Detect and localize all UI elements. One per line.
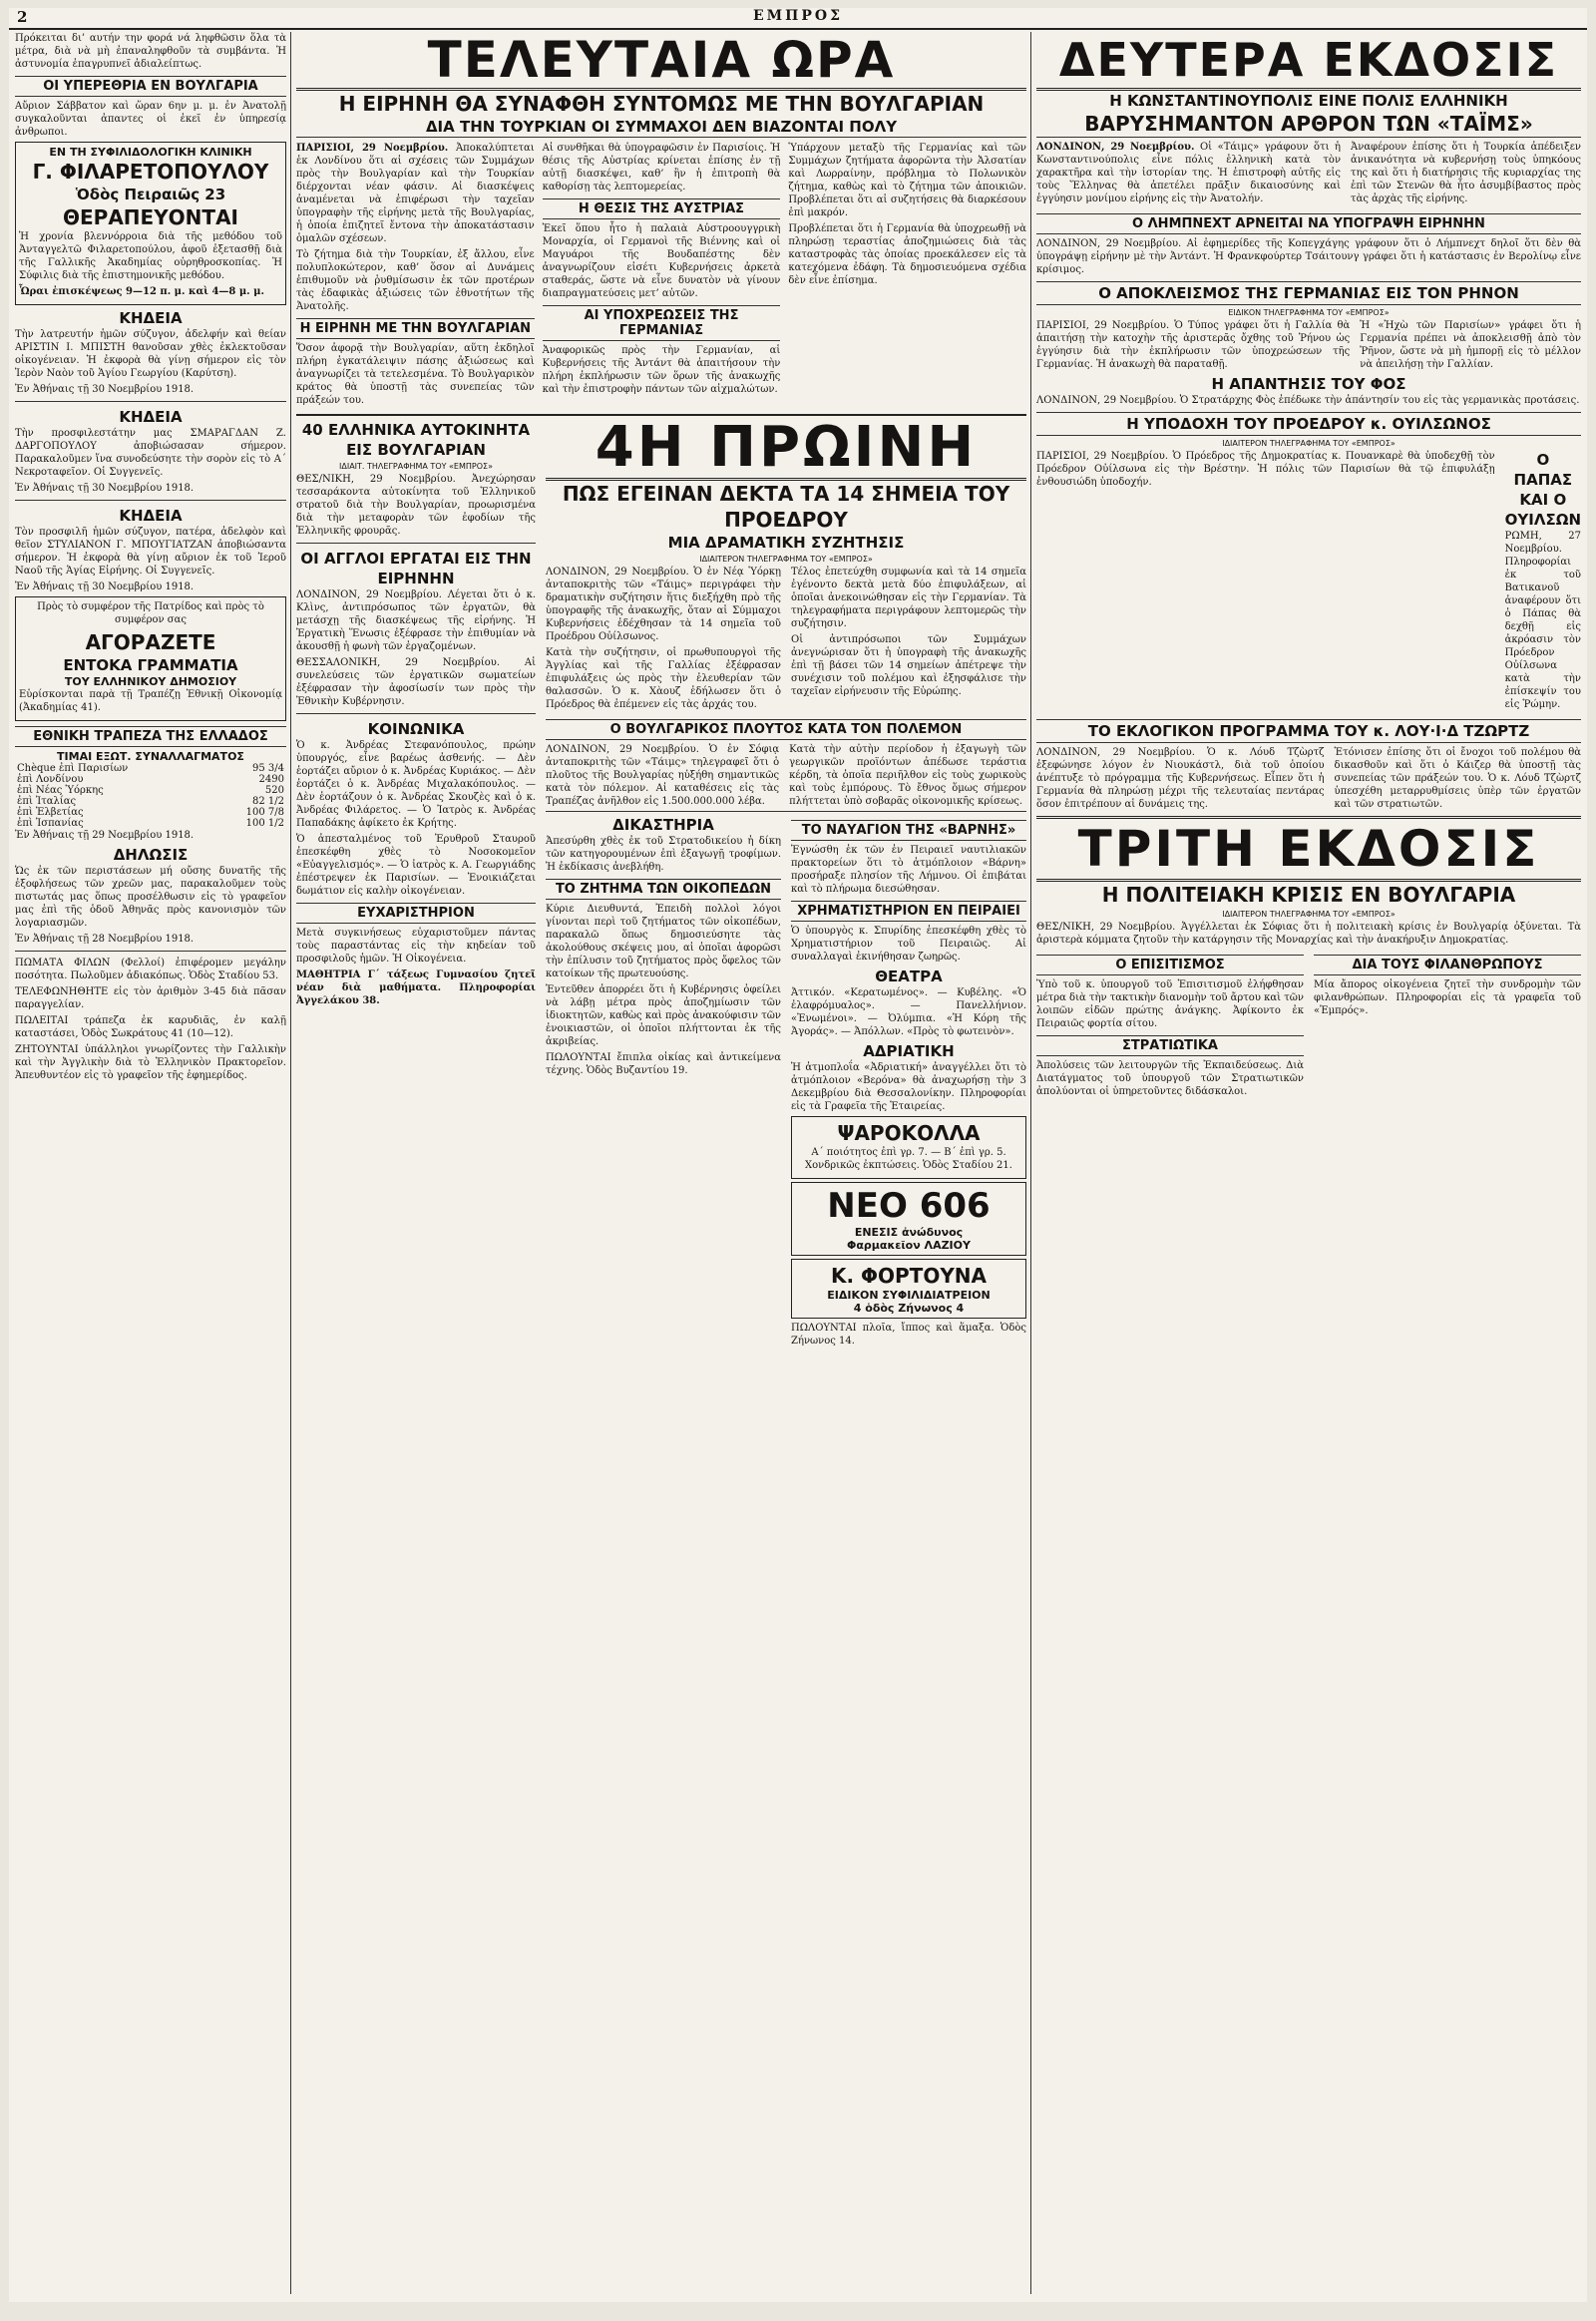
column-rule [1030, 32, 1031, 2294]
bonds-heading-2: ΕΝΤΟΚΑ ΓΡΑΜΜΑΤΙΑ [63, 656, 238, 674]
article-text: Ἀναφέρουν ἐπίσης ὅτι ἡ Τουρκία ἀπέδειξεν ἀνικανότητα νὰ κυβερνήσῃ τοὺς ὑπηκόους της καὶ ὅτι ἡ διατήρησις τῆς κυριαρχίας της ἐπὶ τῶν Στενῶν θὰ ἦτο ἀσυμβίβαστος πρὸς τὰς ἀρχὰς τῆς εἰρήνης. [1351, 142, 1581, 204]
advert-heading: ΨΑΡΟΚΟΛΛΑ [837, 1121, 981, 1145]
section-heading: ΑΙ ΥΠΟΧΡΕΩΣΕΙΣ ΤΗΣ ΓΕΡΜΑΝΙΑΣ [543, 305, 781, 341]
newspaper-page [9, 8, 1587, 2302]
advert [791, 1116, 1026, 1179]
classified-ad: ΠΩΛΕΙΤΑΙ τράπεζα ἐκ καρυδιᾶς, ἐν καλῇ καταστάσει, Ὁδὸς Σωκράτους 41 (10—12). [15, 1015, 286, 1039]
byline: ΙΔΙΑΙΤΕΡΟΝ ΤΗΛΕΓΡΑΦΗΜΑ ΤΟΥ «ΕΜΠΡΟΣ» [1222, 910, 1396, 919]
article-text: ΛΟΝΔΙΝΟΝ, 29 Νοεμβρίου. Λέγεται ὅτι ὁ κ. Κλὶνς, ἀντιπρόσωπος τῶν ἐργατῶν, θὰ μετάσχῃ τῆς διασκέψεως τῆς εἰρήνης. Ἡ Ἐργατικὴ Ἕνωσις ἐξέφρασε τὴν ἐπιθυμίαν νὰ ἀκουσθῇ ἡ φωνὴ τῶν ἐργαζομένων. [296, 589, 536, 652]
section-heading: ΘΕΑΤΡΑ [875, 967, 943, 985]
notice-heading: ΚΗΔΕΙΑ [119, 507, 183, 525]
notice-text: Τὴν λατρευτήν ἡμῶν σύζυγον, ἀδελφήν καὶ θείαν ΑΡΙΣΤΙΝ Ι. ΜΠΙΣΤΗ θανοῦσαν χθὲς ἐκλεκτοῦσαν οἰκογένειαν. Ἡ ἐκφορὰ θὰ γίνῃ σήμερον εἰς τὸν Ἱερὸν Ναὸν τοῦ Ἁγίου Γεωργίου (Καρύτση). [15, 329, 286, 379]
byline: ΙΔΙΑΙΤΕΡΟΝ ΤΗΛΕΓΡΑΦΗΜΑ ΤΟΥ «ΕΜΠΡΟΣ» [699, 555, 873, 564]
classified-ad: ΤΕΛΕΦΩΝΗΘΗΤΕ εἰς τὸν ἀριθμὸν 3-45 διὰ πᾶσαν παραγγελίαν. [15, 986, 286, 1010]
left-column [15, 32, 286, 2294]
article-text: Ἐγνώσθη ἐκ τῶν ἐν Πειραιεῖ ναυτιλιακῶν πρακτορείων ὅτι τὸ ἀτμόπλοιον «Βάρνη» προσήραξε πλησίον τῆς Λήμνου. Οἱ ἐπιβάται καὶ τὸ πλήρωμα διεσώθησαν. [791, 845, 1026, 895]
advert-subheading: ΕΝΕΣΙΣ ἀνώδυνος [854, 1226, 964, 1239]
article-text: Ἡ «Ἠχὼ τῶν Παρισίων» γράφει ὅτι ἡ Γερμανία πρέπει νὰ ἀποκλεισθῇ ἀπὸ τὸν Ῥῆνον, ὥστε νὰ μὴ ἠμπορῇ εἰς τὸ μέλλον νὰ ἀπειλήσῃ τὴν Γαλλίαν. [1360, 320, 1581, 370]
advert-text: 4 ὁδὸς Ζήνωνος 4 [853, 1302, 965, 1315]
article-headline: ΠΩΣ ΕΓΕΙΝΑΝ ΔΕΚΤΑ ΤΑ 14 ΣΗΜΕΙΑ ΤΟΥ ΠΡΟΕΔΡΟΥ [562, 482, 1010, 532]
notice-date: Ἐν Ἀθήναις τῇ 28 Νοεμβρίου 1918. [15, 934, 195, 945]
classified-ad: ΠΩΜΑΤΑ ΦΙΛΩΝ (Φελλοί) ἐπιφέρομεν μεγάλην ποσότητα. Πωλοῦμεν ἀδιακόπως. Ὁδὸς Σταδίου 53. [15, 958, 286, 981]
bank-subheading: ΤΙΜΑΙ ΕΞΩΤ. ΣΥΝΑΛΛΑΓΜΑΤΟΣ [57, 750, 244, 763]
article-headline: Η ΑΠΑΝΤΗΣΙΣ ΤΟΥ ΦΟΣ [1211, 375, 1406, 393]
notice-text: Τὴν προσφιλεστάτην μας ΣΜΑΡΑΓΔΑΝ Ζ. ΔΑΡΓΟΠΟΥΛΟΥ ἀποβιώσασαν σήμερον. Παρακαλοῦμεν ἵνα συνοδεύσητε τὴν σορὸν εἰς τὸ Α΄ Νεκροταφεῖον. Οἱ Συγγενεῖς. [15, 428, 286, 478]
bonds-heading: ΑΓΟΡΑΖΕΤΕ [85, 630, 216, 654]
article-headline: ΤΟ ΕΚΛΟΓΙΚΟΝ ΠΡΟΓΡΑΜΜΑ ΤΟΥ κ. ΛΟΥ·Ι·Δ ΤΖΩΡΤΖ [1036, 719, 1581, 743]
article-headline: Ο ΑΠΟΚΛΕΙΣΜΟΣ ΤΗΣ ΓΕΡΜΑΝΙΑΣ ΕΙΣ ΤΟΝ ΡΗΝΟΝ [1036, 281, 1581, 305]
center-column [296, 32, 1026, 2294]
advert-text: Α΄ ποιότητος ἐπὶ γρ. 7. — Β΄ ἐπὶ γρ. 5. Χονδρικῶς ἐκπτώσεις. Ὁδὸς Σταδίου 21. [805, 1147, 1012, 1171]
newspaper-title: ΕΜΠΡΟΣ [752, 8, 843, 24]
clinic-hours: Ὧραι ἐπισκέψεως 9—12 π. μ. καὶ 4—8 μ. μ. [19, 286, 264, 297]
article-text: Οἱ ἀντιπρόσωποι τῶν Συμμάχων ἀνεγνώρισαν ὅτι ἡ ὑπογραφὴ τῆς ἀνακωχῆς ἐπὶ τῇ βάσει τῶν 14 σημείων ἀπέτρεψε τὴν συνέχισιν τοῦ πολέμου καὶ ἐξησφάλισε τὴν ταχεῖαν εἰρήνευσιν τῆς Εὐρώπης. [791, 634, 1026, 697]
article-headline: Η ΠΟΛΙΤΕΙΑΚΗ ΚΡΙΣΙΣ ΕΝ ΒΟΥΛΓΑΡΙΑ [1101, 883, 1516, 907]
table-row: ἐπὶ Ἑλβετίας 100 7/8 [17, 807, 284, 818]
clinic-text: Ἡ χρονία βλεννόρροια διὰ τῆς μεθόδου τοῦ Ἀνταγγελτῶ Φιλαρετοπούλου, ἀφοῦ ἐξετασθῇ διὰ τῆς Γαλλικῆς Ἀκαδημίας οὐρηθροσκοπίας. Ἡ Σύφιλις διὰ τῆς ἐπιστημονικῆς μεθόδου. [19, 231, 282, 281]
article-text: Ἀπεσύρθη χθὲς ἐκ τοῦ Στρατοδικείου ἡ δίκη τῶν κατηγορουμένων ἐπὶ ἐξαγωγῇ τροφίμων. Ἡ ἐκδίκασις ἀνεβλήθη. [546, 836, 781, 873]
article-text: ΛΟΝΔΙΝΟΝ, 29 Νοεμβρίου. Ὁ κ. Λόυδ Τζὼρτζ ἐξεφώνησε λόγον ἐν Νιουκάστλ, διὰ τοῦ ὁποίου ἀνέπτυξε τὸ πρόγραμμα τῆς Κυβερνήσεως. Εἶπεν ὅτι ἡ Γερμανία θὰ πληρώσῃ μέχρι τῆς τελευταίας πεντάρας ὅσον ἐπιτρέπουν αἱ δυνάμεις της. [1036, 747, 1325, 810]
article-text: Ἐκεῖ ὅπου ἦτο ἡ παλαιὰ Αὐστροουγγρικὴ Μοναρχία, οἱ Γερμανοὶ τῆς Βιέννης καὶ οἱ Μαγυάροι τῆς Βουδαπέστης δὲν ἀναγνωρίζουν εἰσέτι Κυβερνήσεις ἀρκετὰ σταθεράς, ὥστε νὰ εἶνε δυνατὸν νὰ γίνουν διαπραγματεύσεις μετ’ αὐτῶν. [542, 223, 781, 299]
byline: ΙΔΙΑΙΤΕΡΟΝ ΤΗΛΕΓΡΑΦΗΜΑ ΤΟΥ «ΕΜΠΡΟΣ» [1222, 439, 1396, 448]
table-row: ἐπὶ Ἰσπανίας 100 1/2 [17, 818, 284, 829]
section-heading: ΣΤΡΑΤΙΩΤΙΚΑ [1036, 1035, 1304, 1056]
article-headline: ΤΟ ΖΗΤΗΜΑ ΤΩΝ ΟΙΚΟΠΕΔΩΝ [546, 879, 781, 900]
table-row: ἐπὶ Νέας Ὑόρκης 520 [17, 785, 284, 796]
notice-heading: ΚΗΔΕΙΑ [119, 309, 183, 327]
section-heading: Η ΘΕΣΙΣ ΤΗΣ ΑΥΣΤΡΙΑΣ [543, 198, 781, 219]
article-text: ΠΑΡΙΣΙΟΙ, 29 Νοεμβρίου. Ὁ Πρόεδρος τῆς Δημοκρατίας κ. Πουανκαρὲ θὰ ὑποδεχθῇ τὸν Πρόεδρον Οὐίλσωνα εἰς τὴν Βρέστην. Ἡ πόλις τῶν Παρισίων θὰ τῷ ἐπιφυλάξῃ ἐνθουσιώδη ὑποδοχήν. [1036, 451, 1495, 488]
right-column [1036, 32, 1581, 2294]
article-subheadline: ΜΙΑ ΔΡΑΜΑΤΙΚΗ ΣΥΖΗΤΗΣΙΣ [667, 534, 905, 552]
article-subheadline: ΒΑΡΥΣΗΜΑΝΤΟΝ ΑΡΘΡΟΝ ΤΩΝ «ΤΑΪΜΣ» [1036, 111, 1581, 138]
article-text: ΘΕΣΣΑΛΟΝΙΚΗ, 29 Νοεμβρίου. Αἱ συνελεύσεις τῶν ἐργατικῶν σωματείων ἐξέφρασαν τὴν ἀφοσίωσίν των πρὸς τὴν Ἐθνικὴν Κυβέρνησιν. [296, 657, 536, 707]
article-text: Μετὰ συγκινήσεως εὐχαριστοῦμεν πάντας τοὺς παραστάντας εἰς τὴν κηδείαν τοῦ προσφιλοῦς ἡμῶν. Ἡ Οἰκογένεια. [296, 928, 536, 965]
advert-heading: Κ. ΦΟΡΤΟΥΝΑ [830, 1264, 988, 1288]
article-text: Ἀττικόν. «Κερατωμένος». — Κυβέλης. «Ὁ ἐλαφρόμυαλος». — Πανελλήνιον. «Ἐνωμένοι». — Ὀλύμπια. «Ἡ Κόρη τῆς Ἀγοράς». — Ἀπόλλων. «Πρὸς τὸ φωτεινὸν». [791, 987, 1026, 1037]
article-text: Κύριε Διευθυντά, Ἐπειδὴ πολλοὶ λόγοι γίνονται περὶ τοῦ ζητήματος τῶν οἰκοπέδων, παρακαλῶ ὅπως δημοσιεύσητε τὰς ἀκολούθους σκέψεις μου, αἱ ὁποῖαι ἀφορῶσι τὴν ἐπίλυσιν τοῦ ζητήματος πρὸς ὄφελος τῶν κατοίκων τῆς πρωτευούσης. [546, 904, 781, 979]
article-text: Προβλέπεται ὅτι ἡ Γερμανία θὰ ὑποχρεωθῇ νὰ πληρώσῃ τεραστίας ἀποζημιώσεις διὰ τὰς καταστροφὰς τὰς ὁποίας προεκάλεσεν εἰς τὰ κατεχόμενα ἐδάφη. Τὰ δημοσιευόμενα σχέδια δὲν εἶνε ἐπίσημα. [788, 223, 1026, 286]
article-headline: ΟΙ ΑΓΓΛΟΙ ΕΡΓΑΤΑΙ ΕΙΣ ΤΗΝ ΕΙΡΗΝΗΝ [300, 550, 532, 587]
article-text: ΛΟΝΔΙΝΟΝ, 29 Νοεμβρίου. Ὁ ἐν Σόφιᾳ ἀνταποκριτὴς τῶν «Τάιμς» τηλεγραφεῖ ὅτι ὁ πλοῦτος τῆς Βουλγαρίας ηὐξήθη σημαντικῶς κατὰ τὸν πόλεμον. Αἱ καταθέσεις εἰς τὰς Τραπέζας ἀνῆλθον εἰς 1.500.000.000 λέβα. [546, 744, 780, 807]
page-number: 2 [17, 8, 28, 26]
section-heading: ΕΥΧΑΡΙΣΤΗΡΙΟΝ [296, 903, 536, 924]
article-text: ΡΩΜΗ, 27 Νοεμβρίου. Πληροφορίαι ἐκ τοῦ Βατικανοῦ ἀναφέρουν ὅτι ὁ Πάπας θὰ δεχθῇ εἰς ἀκρόασιν τὸν Πρόεδρον Οὐίλσωνα κατὰ τὴν ἐπίσκεψίν του εἰς Ῥώμην. [1504, 531, 1581, 710]
article-text: Αἱ συνθῆκαι θὰ ὑπογραφῶσιν ἐν Παρισίοις. Ἡ θέσις τῆς Αὐστρίας κρίνεται ἐπίσης ἐν τῇ αὐτῇ διασκέψει, καθ’ ἣν ἡ ἐπιτροπὴ θὰ καθορίσῃ τὰς λεπτομερείας. [542, 143, 781, 193]
article-text: Μία ἄπορος οἰκογένεια ζητεῖ τὴν συνδρομὴν τῶν φιλανθρώπων. Πληροφορίαι εἰς τὰ γραφεῖα τοῦ «Ἐμπρός». [1314, 979, 1581, 1016]
advert [791, 1259, 1026, 1319]
article-text: Ὑπὸ τοῦ κ. ὑπουργοῦ τοῦ Ἐπισιτισμοῦ ἐλήφθησαν μέτρα διὰ τὴν τακτικὴν διανομὴν τοῦ ἄρτου καὶ τῶν λοιπῶν εἰδῶν πρώτης ἀνάγκης. Ἀφίκοντο ἐκ Πειραιῶς φορτία σίτου. [1036, 979, 1304, 1029]
clinic-name: Γ. ΦΙΛΑΡΕΤΟΠΟΥΛΟΥ [32, 160, 269, 184]
clinic-advert [15, 142, 286, 305]
notice-date: Ἐν Ἀθήναις τῇ 30 Νοεμβρίου 1918. [15, 581, 195, 592]
byline: ΕΙΔΙΚΟΝ ΤΗΛΕΓΡΑΦΗΜΑ ΤΟΥ «ΕΜΠΡΟΣ» [1228, 308, 1390, 317]
article-text: Ἡ ἀτμοπλοΐα «Ἀδριατική» ἀναγγέλλει ὅτι τὸ ἀτμόπλοιον «Βερόνα» θὰ ἀναχωρήσῃ τὴν 3 Δεκεμβρίου διὰ Θεσσαλονίκην. Πληροφορίαι εἰς τὰ Γραφεῖα τῆς Ἑταιρείας. [791, 1062, 1026, 1112]
section-heading: ΚΟΙΝΩΝΙΚΑ [367, 720, 465, 738]
article-text: Τὸ ζήτημα διὰ τὴν Τουρκίαν, ἐξ ἄλλου, εἶνε πολυπλοκώτερον, καθ’ ὅσον αἱ Δυνάμεις ἐπιθυμοῦν νὰ ῥυθμίσωσιν ἐκ τῶν προτέρων τὰς ἐδαφικὰς ἀξιώσεις τῶν ἐθνοτήτων τῆς Ἀνατολῆς. [296, 249, 535, 312]
bonds-pretext: Πρὸς τὸ συμφέρον τῆς Πατρίδος καὶ πρὸς τὸ συμφέρον σας [37, 601, 264, 625]
article-text: ΛΟΝΔΙΝΟΝ, 29 Νοεμβρίου. Οἱ «Τάιμς» γράφουν ὅτι ἡ Κωνσταντινούπολις εἶνε πόλις ἑλληνικὴ κατὰ τὸν χαρακτῆρα καὶ τὴν ἱστορίαν της. Ἡ ἐπιστροφὴ αὐτῆς εἰς τοὺς Ἕλληνας θὰ ἀπετέλει πρᾶξιν δικαιοσύνης καὶ ἐγγύησιν μονίμου εἰρήνης εἰς τὴν Ἀνατολήν. [1036, 142, 1342, 204]
article-text: ΛΟΝΔΙΝΟΝ, 29 Νοεμβρίου. Ὁ ἐν Νέᾳ Ὑόρκῃ ἀνταποκριτὴς τῶν «Τάιμς» περιγράφει τὴν δραματικὴν συζήτησιν ἥτις διεξήχθη πρὸ τῆς ὑπογραφῆς τῆς ἀνακωχῆς, ὅταν αἱ Σύμμαχοι Κυβερνήσεις ἐδέχθησαν τὰ 14 σημεῖα τοῦ Προέδρου Οὐίλσωνος. [546, 567, 781, 642]
article-text: Κατὰ τὴν συζήτησιν, οἱ πρωθυπουργοὶ τῆς Ἀγγλίας καὶ τῆς Γαλλίας ἐξέφρασαν ἐπιφυλάξεις ὡς πρὸς τὴν ἐλευθερίαν τῶν θαλασσῶν. Ὁ κ. Χὰουζ ἐδήλωσεν ὅτι ὁ Πρόεδρος θὰ ἐπέμενεν εἰς τὰς ἀρχάς του. [546, 647, 781, 710]
section-heading: ΔΙΚΑΣΤΗΡΙΑ [612, 816, 714, 834]
classified-ad: ΠΩΛΟΥΝΤΑΙ πλοῖα, ἴππος καὶ ἅμαξα. Ὁδὸς Ζήνωνος 14. [791, 1323, 1026, 1347]
bonds-text: Εὑρίσκονται παρὰ τῇ Τραπέζῃ Ἐθνικῇ Οἰκονομίᾳ (Ἀκαδημίας 41). [19, 689, 282, 713]
clinic-heal: ΘΕΡΑΠΕΥΟΝΤΑΙ [63, 205, 238, 229]
section-heading: ΔΙΑ ΤΟΥΣ ΦΙΛΑΝΘΡΩΠΟΥΣ [1314, 955, 1581, 975]
article-text: Ὅσον ἀφορᾷ τὴν Βουλγαρίαν, αὕτη ἐκδηλοῖ πλήρη ἐγκατάλειψιν πάσης ἀξιώσεως καὶ ἀναγνωρίζει τὰ τετελεσμένα. Τὸ Βουλγαρικὸν κράτος θὰ ὑποστῇ τὰς συνεπείας τῶν πράξεών του. [296, 343, 535, 406]
bonds-advert [15, 596, 286, 721]
advert-heading: ΝΕΟ 606 [827, 1186, 991, 1226]
advert [791, 1182, 1026, 1256]
classified-ad: ΜΑΘΗΤΡΙΑ Γ΄ τάξεως Γυμνασίου ζητεῖ νέαν διὰ μαθήματα. Πληροφορίαι Ἀγγελάκου 38. [296, 969, 536, 1006]
article-text: Ἐτόνισεν ἐπίσης ὅτι οἱ ἔνοχοι τοῦ πολέμου θὰ δικασθοῦν καὶ ὅτι ὁ Κάιζερ θὰ ὑποστῇ τὰς συνεπείας τῶν πράξεών του. Ὁ κ. Λόυδ Τζὼρτζ ὑπεσχέθη μεταρρυθμίσεις ὑπὲρ τῶν ἐργατῶν καὶ τῶν στρατιωτῶν. [1334, 747, 1581, 810]
article-headline: Ο ΛΗΜΠΝΕΧΤ ΑΡΝΕΙΤΑΙ ΝΑ ΥΠΟΓΡΑΨΗ ΕΙΡΗΝΗΝ [1036, 213, 1581, 234]
main-subheadline: ΔΙΑ ΤΗΝ ΤΟΥΡΚΙΑΝ ΟΙ ΣΥΜΜΑΧΟΙ ΔΕΝ ΒΙΑΖΟΝΤΑΙ ΠΟΛΥ [296, 117, 1026, 138]
article-text: ΘΕΣ/ΝΙΚΗ, 29 Νοεμβρίου. Ἀγγέλλεται ἐκ Σόφιας ὅτι ἡ πολιτειακὴ κρίσις ἐν Βουλγαρίᾳ ὀξύνεται. Τὰ ἀριστερὰ κόμματα ζητοῦν τὴν κατάργησιν τῆς Μοναρχίας καὶ τὴν ἀνακήρυξιν Δημοκρατίας. [1036, 922, 1581, 946]
exchange-rates-table [15, 763, 286, 829]
article-headline: Η ΥΠΟΔΟΧΗ ΤΟΥ ΠΡΟΕΔΡΟΥ κ. ΟΥΙΛΣΩΝΟΣ [1036, 412, 1581, 436]
article-text: Ἀπολύσεις τῶν λειτουργῶν τῆς Ἐκπαιδεύσεως. Διὰ Διατάγματος τοῦ ὑπουργοῦ τῶν Στρατιωτικῶν ἀπολύονται οἱ ὑπηρετοῦντες διδάσκαλοι. [1036, 1060, 1304, 1097]
article-headline: Ο ΒΟΥΛΓΑΡΙΚΟΣ ΠΛΟΥΤΟΣ ΚΑΤΑ ΤΟΝ ΠΟΛΕΜΟΝ [546, 719, 1026, 740]
article-text: ΛΟΝΔΙΝΟΝ, 29 Νοεμβρίου. Ὁ Στρατάρχης Φὸς ἐπέδωκε τὴν ἀπάντησίν του εἰς τὰς γερμανικὰς προτάσεις. [1036, 395, 1580, 406]
table-row: ἐπὶ Ἰταλίας 82 1/2 [17, 796, 284, 807]
notice-heading: ΚΗΔΕΙΑ [119, 408, 183, 426]
classified-ad: ΖΗΤΟΥΝΤΑΙ ὑπάλληλοι γνωρίζοντες τὴν Γαλλικὴν καὶ τὴν Ἀγγλικὴν διὰ τὸ Ἑλληνικὸν Πρακτορεῖον. Ἀπευθυντέον εἰς τὸ γραφεῖον τῆς ἐφημερίδος. [15, 1044, 286, 1081]
article-text: ΛΟΝΔΙΝΟΝ, 29 Νοεμβρίου. Αἱ ἐφημερίδες τῆς Κοπεγχάγης γράφουν ὅτι ὁ Λήμπνεχτ δηλοῖ ὅτι δὲν θὰ ὑπογράψῃ εἰρήνην μὲ τὴν Ἀντάντ. Ἡ Φρανκφούρτερ Τσάιτουνγ γράφει ὅτι ἡ κατάστασις ἐν Βερολίνῳ εἶνε κρίσιμος. [1036, 238, 1581, 275]
article-text: ΘΕΣ/ΝΙΚΗ, 29 Νοεμβρίου. Ἀνεχώρησαν τεσσαράκοντα αὐτοκίνητα τοῦ Ἑλληνικοῦ στρατοῦ διὰ τὴν Βουλγαρίαν, προωρισμένα διὰ τὴν μεταφορὰν τῶν ἐφοδίων τῆς Ἑλληνικῆς φρουρᾶς. [296, 474, 536, 537]
main-headline: Η ΕΙΡΗΝΗ ΘΑ ΣΥΝΑΦΘΗ ΣΥΝΤΟΜΩΣ ΜΕ ΤΗΝ ΒΟΥΛΓΑΡΙΑΝ [338, 92, 985, 116]
notice-heading: ΔΗΛΩΣΙΣ [113, 846, 189, 864]
article-text: Ἐντεῦθεν ἀπορρέει ὅτι ἡ Κυβέρνησις ὀφείλει νὰ λάβῃ μέτρα πρὸς ἀποζημίωσιν τῶν ἰδιοκτητῶν, καθὼς καὶ πρὸς ἀνακούφισιν τῶν ἐνοικιαστῶν, οἱ ὁποῖοι πλήττονται ἐκ τῆς ἀκριβείας. [546, 984, 781, 1047]
article-headline: Ο ΠΑΠΑΣ ΚΑΙ Ο ΟΥΙΛΣΩΝ [1504, 451, 1581, 529]
notice-date: Ἐν Ἀθήναις τῇ 30 Νοεμβρίου 1918. [15, 384, 195, 395]
section-heading: ΑΔΡΙΑΤΙΚΗ [863, 1042, 955, 1060]
clinic-street: Ὁδὸς Πειραιῶς 23 [75, 186, 226, 203]
edition-title: ΤΡΙΤΗ ΕΚΔΟΣΙΣ [1036, 816, 1581, 882]
masthead [9, 8, 1587, 30]
article-headline: ΤΟ ΝΑΥΑΓΙΟΝ ΤΗΣ «ΒΑΡΝΗΣ» [791, 820, 1026, 841]
clinic-title: ΕΝ ΤΗ ΣΥΦΙΛΙΔΟΛΟΓΙΚΗ ΚΛΙΝΙΚΗ [49, 146, 252, 159]
advert-text: Φαρμακεῖον ΛΑΖΙΟΥ [847, 1239, 971, 1252]
bonds-subheading: ΤΟΥ ΕΛΛΗΝΙΚΟΥ ΔΗΜΟΣΙΟΥ [64, 675, 237, 688]
article-text: ΠΑΡΙΣΙΟΙ, 29 Νοεμβρίου. Ἀποκαλύπτεται ἐκ Λονδίνου ὅτι αἱ σχέσεις τῶν Συμμάχων πρὸς τὴν Βουλγαρίαν καὶ τὴν Τουρκίαν διέρχονται νέαν φάσιν. Αἱ διασκέψεις ἀναμένεται νὰ ἐπιφέρωσι τὴν ταχεῖαν ὑπογραφὴν τῆς εἰρήνης μετὰ τῆς Βουλγαρίας, ἡ ὁποία ἐπιζητεῖ ἔντονα τὴν ἀποκατάστασιν ὁμαλῶν σχέσεων. [296, 143, 535, 244]
article-headline: ΧΡΗΜΑΤΙΣΤΗΡΙΟΝ ΕΝ ΠΕΙΡΑΙΕΙ [791, 901, 1026, 922]
article-text: Ὑπάρχουν μεταξὺ τῆς Γερμανίας καὶ τῶν Συμμάχων ζητήματα ἀφορῶντα τὴν Ἀλσατίαν καὶ Λωρραίνην, πρόβλημα τὸ Πολωνικὸν ζήτημα, καθὼς καὶ τὸ ζήτημα τῶν ἀποικιῶν. Προβλέπεται ὅτι αἱ συζητήσεις θὰ διαρκέσουν ἐπὶ μακρόν. [788, 143, 1026, 218]
table-row: ἐπὶ Λονδίνου 2490 [17, 774, 284, 785]
classified-ad: ΠΩΛΟΥΝΤΑΙ ἔπιπλα οἰκίας καὶ ἀντικείμενα τέχνης. Ὁδὸς Βυζαντίου 19. [546, 1052, 781, 1076]
edition-title: 4Η ΠΡΩΙΝΗ [546, 418, 1026, 481]
article-headline: Η ΚΩΝΣΤΑΝΤΙΝΟΥΠΟΛΙΣ ΕΙΝΕ ΠΟΛΙΣ ΕΛΛΗΝΙΚΗ [1109, 92, 1508, 110]
notice-date: Ἐν Ἀθήναις τῇ 30 Νοεμβρίου 1918. [15, 483, 195, 494]
center-lower [296, 414, 1026, 1351]
article-text: ΠΑΡΙΣΙΟΙ, 29 Νοεμβρίου. Ὁ Τύπος γράφει ὅτι ἡ Γαλλία θὰ ἀπαιτήσῃ τὴν κατοχὴν τῆς ἀριστερᾶς ὄχθης τοῦ Ῥήνου ὡς ἐγγύησιν διὰ τὴν ἐκπλήρωσιν τῶν ὑποχρεώσεων τῆς Γερμανίας. Ἡ ἀνακωχὴ θὰ παραταθῇ. [1036, 320, 1351, 370]
bank-date: Ἐν Ἀθήναις τῇ 29 Νοεμβρίου 1918. [15, 830, 195, 841]
byline: ΙΔΙΑΙΤ. ΤΗΛΕΓΡΑΦΗΜΑ ΤΟΥ «ΕΜΠΡΟΣ» [339, 462, 493, 471]
advert-subheading: ΕΙΔΙΚΟΝ ΣΥΦΙΛΙΔΙΑΤΡΕΙΟΝ [827, 1289, 991, 1302]
notice-text: Ὡς ἐκ τῶν περιστάσεων μή οὔσης δυνατῆς τῆς ἐξοφλήσεως τῶν χρεῶν μας, παρακαλοῦμεν τοὺς πιστωτάς μας ὅπως προσέλθωσιν εἰς τὸ γραφεῖον μας ἐπὶ τῆς ὁδοῦ Ἀθηνᾶς πρὸς κανονισμὸν τῶν λογαριασμῶν. [15, 866, 286, 929]
article-text: Ὁ κ. Ἀνδρέας Στεφανόπουλος, πρώην ὑπουργός, εἶνε βαρέως ἀσθενής. — Δὲν ἑορτάζει αὔριον ὁ κ. Ἀνδρέας Κυριάκος. — Δὲν ἑορτάζει ὁ κ. Ἀνδρέας Μιχαλακόπουλος. — Δὲν ἑορτάζουν ὁ κ. Ἀνδρέας Σκουζὲς καὶ ὁ κ. Ἀνδρέας Φιλάρετος. — Ὁ Ἰατρὸς κ. Ἀνδρέας Παπαδάκης ἀφίκετο ἐκ Κρήτης. [296, 740, 536, 829]
section-heading: Η ΕΙΡΗΝΗ ΜΕ ΤΗΝ ΒΟΥΛΓΑΡΙΑΝ [296, 318, 535, 339]
table-row: Chèque ἐπὶ Παρισίων 95 3/4 [17, 763, 284, 774]
article-text: Τέλος ἐπετεύχθη συμφωνία καὶ τὰ 14 σημεῖα ἐγένοντο δεκτὰ μετὰ δύο ἐπιφυλάξεων, αἱ ὁποῖαι ἀνεκοινώθησαν εἰς τὴν Γερμανίαν. Τὰ τηλεγραφήματα περιγράφουν λεπτομερῶς τὴν συζήτησιν. [791, 567, 1026, 629]
edition-title: ΤΕΛΕΥΤΑΙΑ ΩΡΑ [296, 32, 1026, 91]
article-text: Ἀναφορικῶς πρὸς τὴν Γερμανίαν, αἱ Κυβερνήσεις τῆς Ἀντάντ θὰ ἀπαιτήσουν τὴν πλήρη ἐκπλήρωσιν τῶν ὅρων τῆς ἀνακωχῆς καὶ τὴν ἐπιστροφὴν πάντων τῶν αἰχμαλώτων. [542, 345, 781, 395]
section-heading: Ο ΕΠΙΣΙΤΙΣΜΟΣ [1036, 955, 1304, 975]
lead-articles [296, 142, 1026, 410]
column-rule [290, 32, 291, 2294]
article-text: Ὁ ὑπουργὸς κ. Σπυρίδης ἐπεσκέφθη χθὲς τὸ Χρηματιστήριον τοῦ Πειραιῶς. Αἱ συναλλαγαὶ ἐκινήθησαν ζωηρῶς. [791, 926, 1026, 963]
article-text: Αὔριον Σάββατον καὶ ὥραν 6ην μ. μ. ἐν Ἀνατολῇ συγκαλοῦνται ἀπαντες οἱ ἐκεῖ ἐν ὑπηρεσίᾳ ἀνθρωποι. [15, 101, 286, 138]
section-heading: ΟΙ ΥΠΕΡΕΘΡΙΑ ΕΝ ΒΟΥΛΓΑΡΙΑ [15, 76, 286, 97]
article-headline: 40 ΕΛΛΗΝΙΚΑ ΑΥΤΟΚΙΝΗΤΑ ΕΙΣ ΒΟΥΛΓΑΡΙΑΝ [301, 421, 531, 459]
edition-title: ΔΕΥΤΕΡΑ ΕΚΔΟΣΙΣ [1036, 32, 1581, 91]
article-text: Πρόκειται δι’ αυτήν την φορά νά ληφθῶσιν ὅλα τὰ μέτρα, διὰ νὰ μὴ ἐπαναληφθοῦν τὰ συμβάντα. Ἡ ἀστυνομία ἐπαγρυπνεῖ ἀδιαλείπτως. [15, 33, 286, 70]
bank-heading: ΕΘΝΙΚΗ ΤΡΑΠΕΖΑ ΤΗΣ ΕΛΛΑΔΟΣ [15, 726, 286, 747]
article-text: Ὁ ἀπεσταλμένος τοῦ Ἐρυθροῦ Σταυροῦ ἐπεσκέφθη χθὲς τὸ Νοσοκομεῖον «Εὐαγγελισμός». — Ὁ ἰατρὸς κ. Α. Γεωργιάδης ἐπέστρεψεν ἐκ Παρισίων. — Ἐνοικιάζεται δωμάτιον εἰς καλὴν οἰκογένειαν. [296, 834, 536, 897]
notice-text: Τὸν προσφιλῆ ἡμῶν σύζυγον, πατέρα, ἀδελφὸν καὶ θεῖον ΣΤΥΛΙΑΝΟΝ Γ. ΜΠΟΥΓΙΑΤΖΑΝ ἀποβιώσαντα σήμερον. Ἡ ἐκφορὰ θὰ γίνῃ αὔριον ἐκ τοῦ Ἱεροῦ Ναοῦ τῆς Ἁγίας Εἰρήνης. Οἱ Συγγενεῖς. [15, 527, 286, 577]
article-text: Κατὰ τὴν αὐτὴν περίοδον ἡ ἐξαγωγὴ τῶν γεωργικῶν προϊόντων ἀπέδωσε τεράστια κέρδη, τὰ ὁποῖα περιῆλθον εἰς τοὺς χωρικοὺς καὶ τοὺς ἐμπόρους. Τὸ ἔθνος ὅμως σήμερον πλήττεται ὑπὸ σοβαρᾶς οἰκονομικῆς κρίσεως. [789, 744, 1026, 807]
